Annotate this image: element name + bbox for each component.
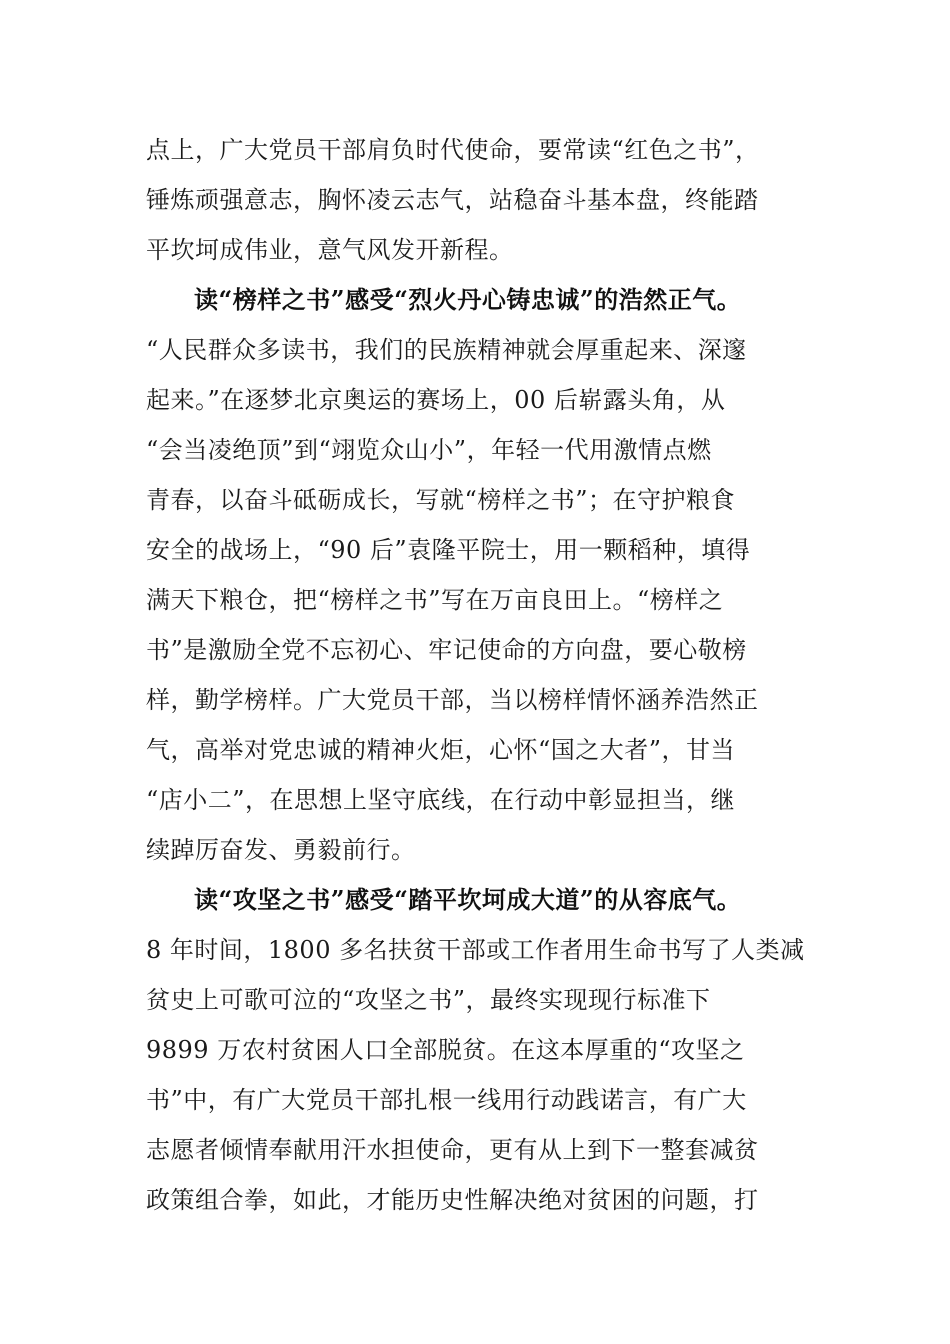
paragraph-line: 8 年时间，1800 多名扶贫干部或工作者用生命书写了人类减 (146, 936, 805, 964)
paragraph-line: 锤炼顽强意志，胸怀凌云志气，站稳奋斗基本盘，终能踏 (146, 186, 759, 214)
paragraph-line: 满天下粮仓，把“榜样之书”写在万亩良田上。“榜样之 (146, 586, 724, 614)
paragraph-line: 点上，广大党员干部肩负时代使命，要常读“红色之书”， (146, 136, 760, 164)
paragraph-line: 9899 万农村贫困人口全部脱贫。在这本厚重的“攻坚之 (146, 1036, 745, 1064)
paragraph-line: 气，高举对党忠诚的精神火炬，心怀“国之大者”，甘当 (146, 736, 736, 764)
paragraph-line: “人民群众多读书，我们的民族精神就会厚重起来、深邃 (146, 336, 747, 364)
paragraph-line: 书”是激励全党不忘初心、牢记使命的方向盘，要心敬榜 (146, 636, 747, 664)
paragraph-line: 平坎坷成伟业，意气风发开新程。 (146, 236, 514, 264)
paragraph-line: 安全的战场上，“90 后”袁隆平院士，用一颗稻种，填得 (146, 536, 751, 564)
paragraph-line: 志愿者倾情奉献用汗水担使命，更有从上到下一整套减贫 (146, 1136, 759, 1164)
paragraph-line: “店小二”，在思想上坚守底线，在行动中彰显担当，继 (146, 786, 736, 814)
paragraph-line: 政策组合拳，如此，才能历史性解决绝对贫困的问题，打 (146, 1186, 759, 1214)
paragraph-line: 续踔厉奋发、勇毅前行。 (146, 836, 416, 864)
paragraph-line: “会当凌绝顶”到“翊览众山小”，年轻一代用激情点燃 (146, 436, 712, 464)
section-heading: 读“榜样之书”感受“烈火丹心铸忠诚”的浩然正气。 (194, 285, 742, 314)
paragraph-line: 书”中，有广大党员干部扎根一线用行动践诺言，有广大 (146, 1086, 747, 1114)
paragraph-line: 样，勤学榜样。广大党员干部，当以榜样情怀涵养浩然正 (146, 686, 759, 714)
section-heading: 读“攻坚之书”感受“踏平坎坷成大道”的从容底气。 (194, 885, 742, 914)
paragraph-line: 起来。”在逐梦北京奥运的赛场上，00 后崭露头角，从 (146, 386, 726, 414)
paragraph-line: 青春，以奋斗砥砺成长，写就“榜样之书”；在守护粮食 (146, 486, 736, 514)
paragraph-line: 贫史上可歌可泣的“攻坚之书”，最终实现现行标准下 (146, 986, 711, 1014)
